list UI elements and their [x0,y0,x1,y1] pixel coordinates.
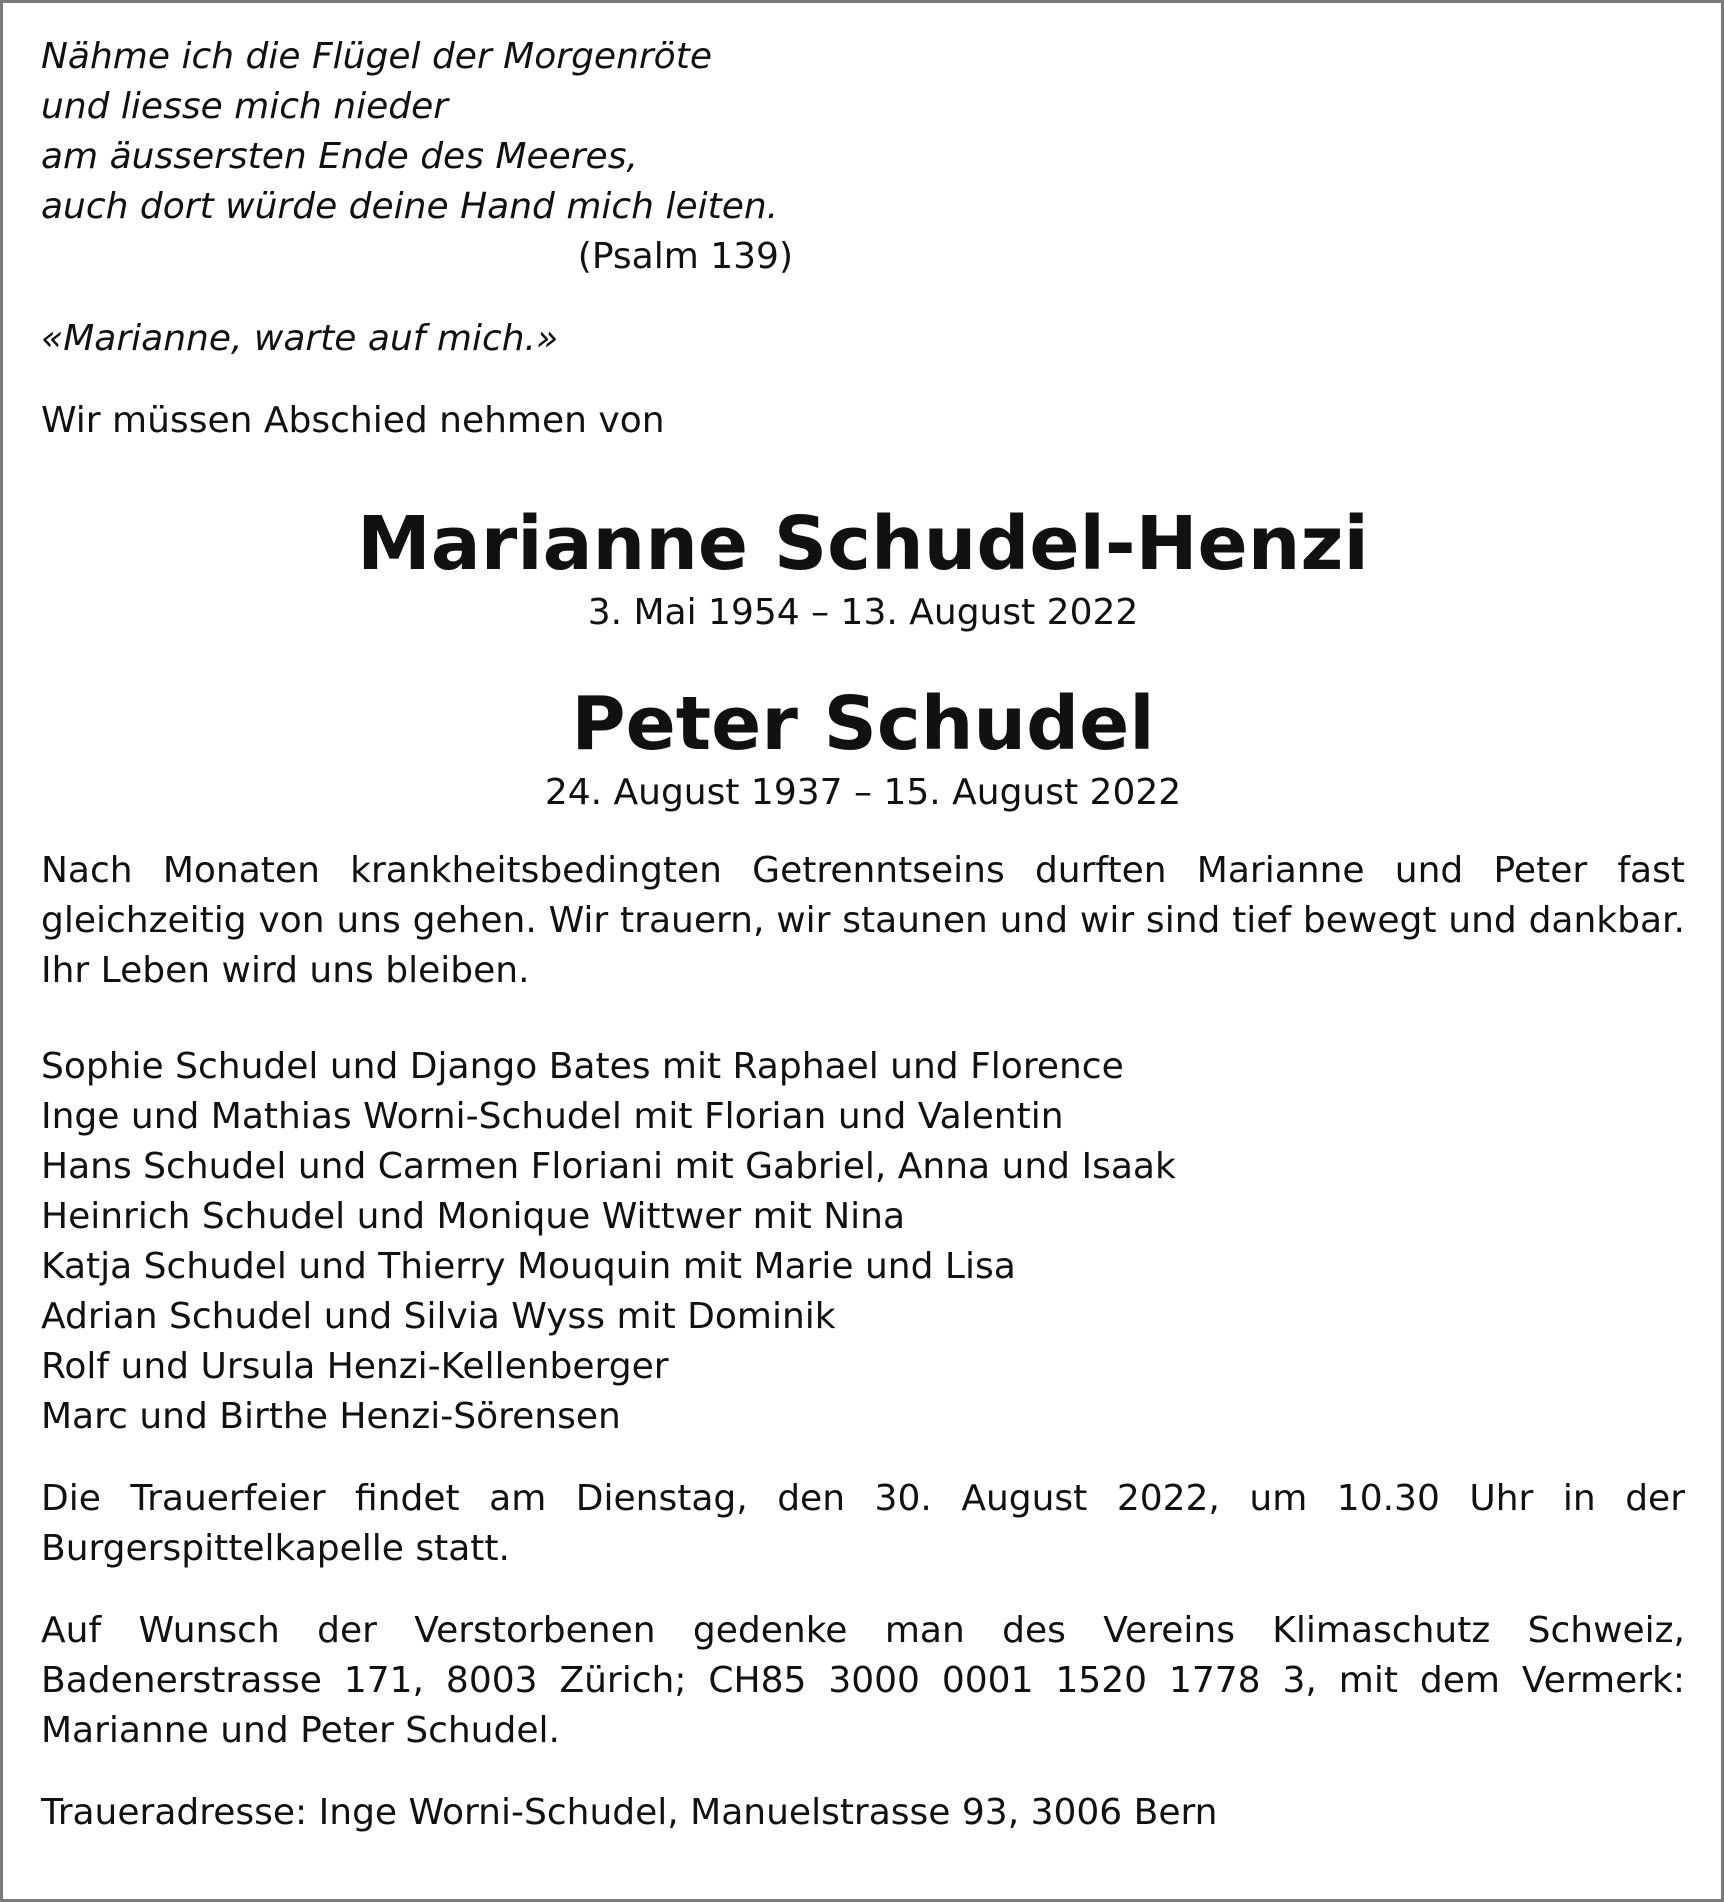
mourner-entry: Heinrich Schudel und Monique Wittwer mit Nina [41,1196,906,1237]
mourner-entry: Katja Schudel und Thierry Mouquin mit Marie und Lisa [41,1246,1016,1287]
deceased-dates-marianne: 3. Mai 1954 – 13. August 2022 [587,592,1139,633]
deceased-name-marianne: Marianne Schudel-Henzi [357,501,1369,587]
verse-reference: (Psalm 139) [577,236,793,277]
funeral-ceremony-info: Die Trauerfeier findet am Dienstag, den 30. August 2022, um 10.30 Uhr in der Burgerspittelkapelle statt. [41,1478,1685,1569]
donation-request: Auf Wunsch der Verstorbenen gedenke man des Vereins Klimaschutz Schweiz, Badenerstrasse 171, 8003 Zürich; CH85 3000 0001 1520 1778 3, mit dem Vermerk: Marianne und Peter Schudel. [41,1610,1685,1751]
mourning-address: Traueradresse: Inge Worni-Schudel, Manuelstrasse 93, 3006 Bern [41,1792,1218,1833]
mourner-entry: Rolf und Ursula Henzi-Kellenberger [41,1346,669,1387]
psalm-verse [41,32,1685,282]
personal-quote: «Marianne, warte auf mich.» [41,318,559,359]
obituary-notice [41,32,1685,1838]
mourner-entry: Inge und Mathias Worni-Schudel mit Florian und Valentin [41,1096,1064,1137]
mourning-message: Nach Monaten krankheitsbedingten Getrenntseins durften Marianne und Peter fast gleichzeitig von uns gehen. Wir trauern, wir staunen und wir sind tief bewegt und dankbar. Ihr Leben wird uns bleiben. [41,850,1685,991]
mourner-entry: Marc und Birthe Henzi-Sörensen [41,1396,621,1437]
verse-line: und liesse mich nieder [41,86,449,127]
verse-line: Nähme ich die Flügel der Morgenröte [41,36,712,77]
deceased-name-peter: Peter Schudel [571,681,1155,767]
verse-line: am äussersten Ende des Meeres, [41,136,638,177]
farewell-intro: Wir müssen Abschied nehmen von [41,400,665,441]
deceased-dates-peter: 24. August 1937 – 15. August 2022 [544,772,1182,813]
mourner-entry: Adrian Schudel und Silvia Wyss mit Dominik [41,1296,836,1337]
mourner-entry: Hans Schudel und Carmen Floriani mit Gabriel, Anna und Isaak [41,1146,1176,1187]
mourners-list [41,1042,1685,1442]
mourner-entry: Sophie Schudel und Django Bates mit Raphael und Florence [41,1046,1124,1087]
verse-line: auch dort würde deine Hand mich leiten. [41,186,779,227]
